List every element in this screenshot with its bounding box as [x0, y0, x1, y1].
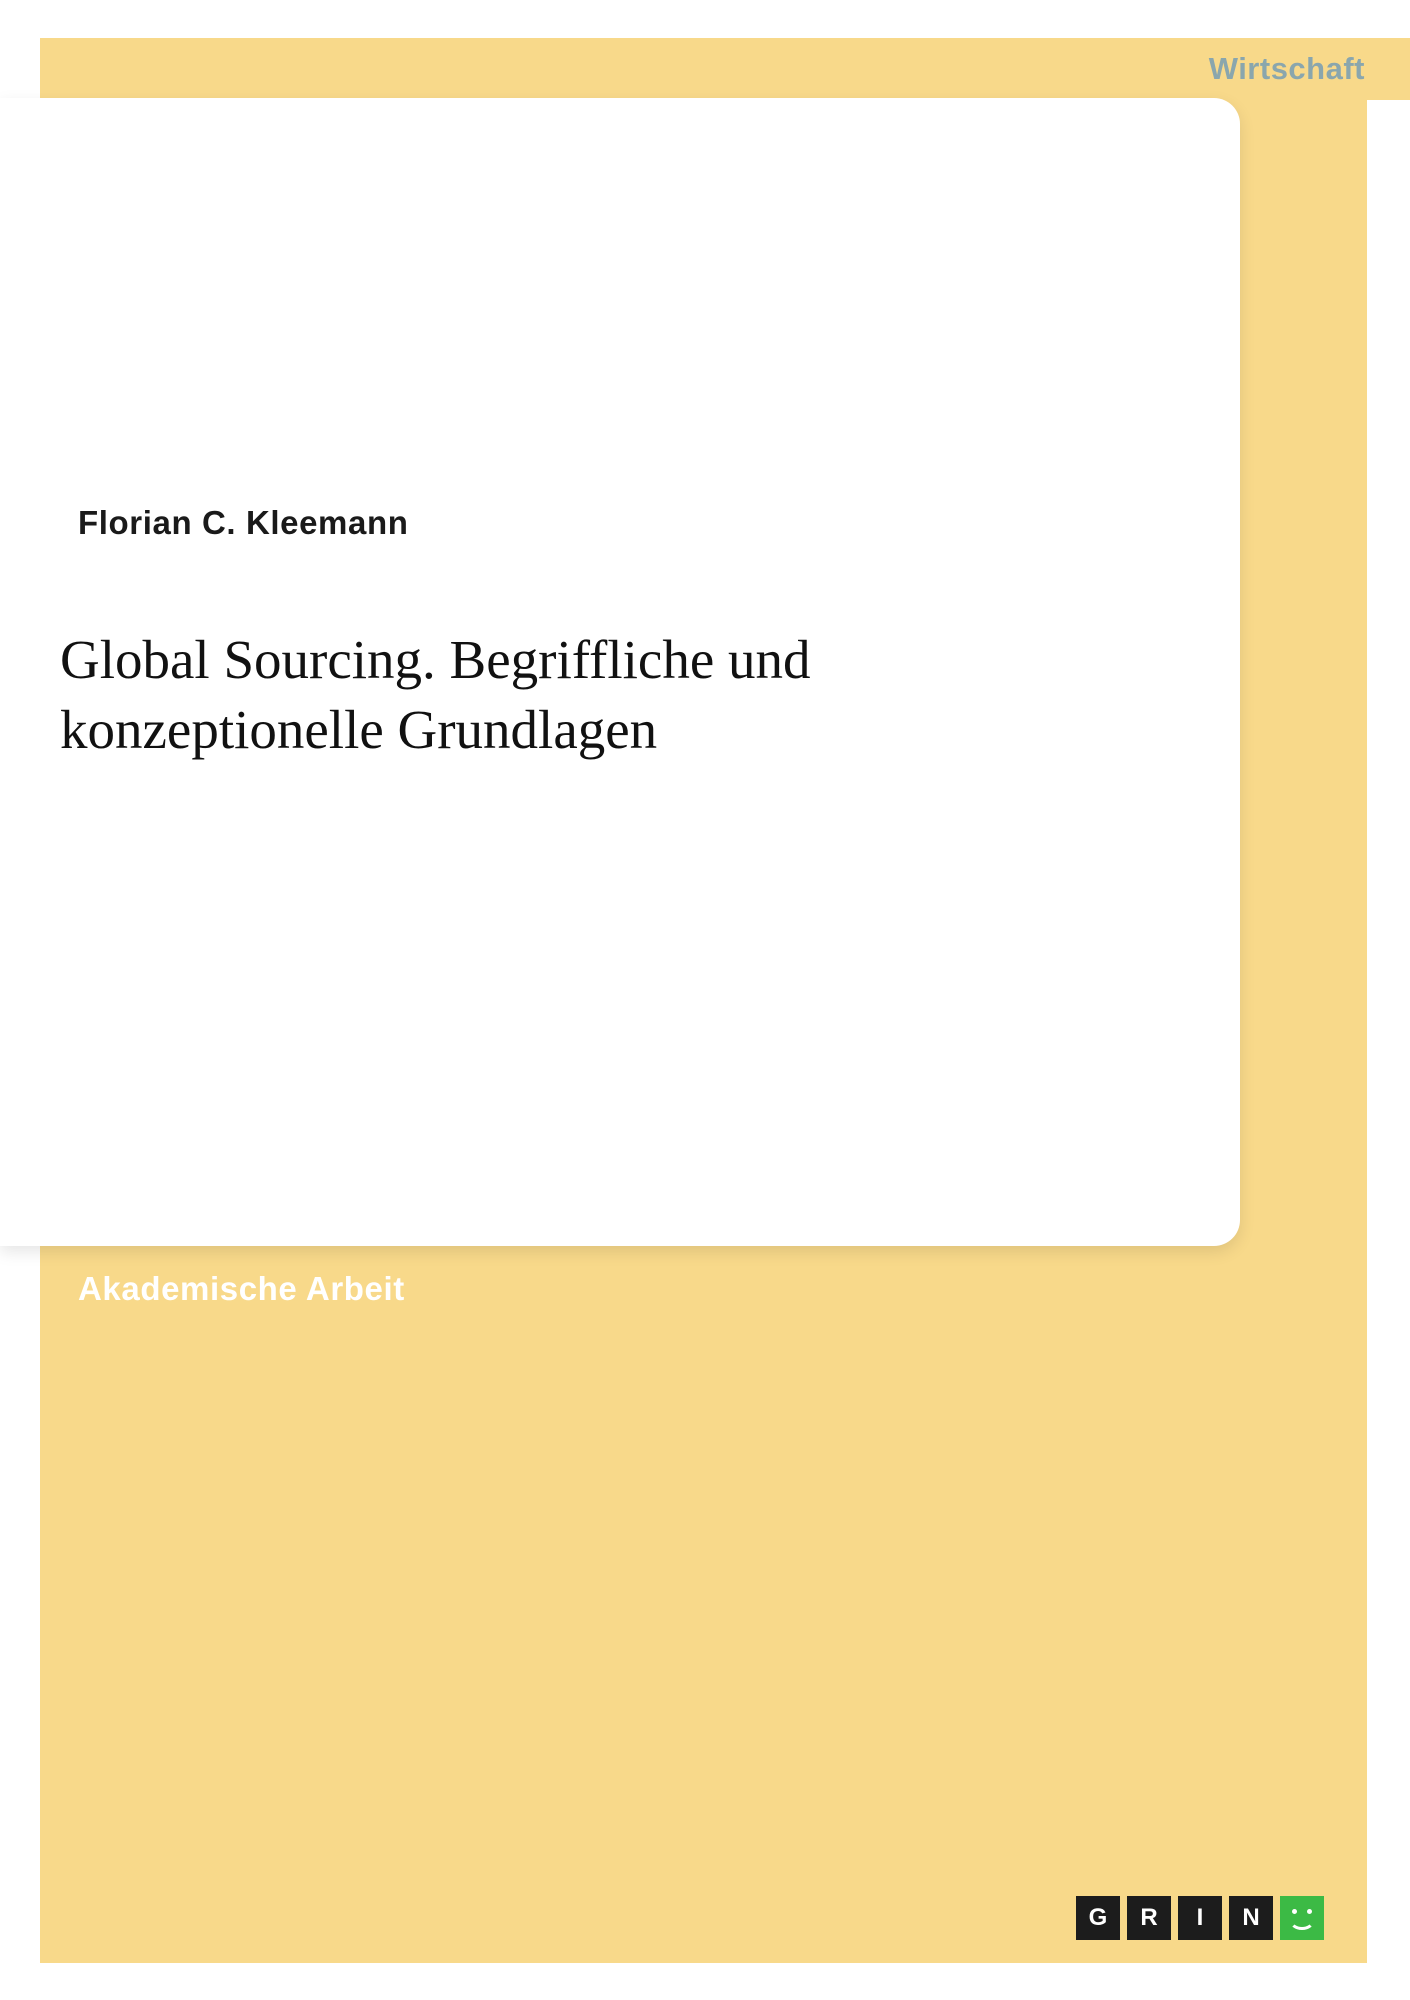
- logo-letter-n: N: [1229, 1896, 1273, 1940]
- grin-logo: [1076, 1896, 1324, 1940]
- category-label: Wirtschaft: [1208, 51, 1365, 86]
- page-title: Global Sourcing. Begriffliche und konzeptionelle Grundlagen: [60, 629, 811, 761]
- smiley-eye-right: [1307, 1909, 1312, 1914]
- smiley-eye-left: [1292, 1909, 1297, 1914]
- document-type-label: Akademische Arbeit: [78, 1270, 405, 1307]
- smiley-mouth: [1289, 1916, 1315, 1930]
- logo-letter-i: I: [1178, 1896, 1222, 1940]
- smiley-eyes: [1280, 1909, 1324, 1914]
- cover-corner-notch: [0, 0, 40, 38]
- logo-letter-r: R: [1127, 1896, 1171, 1940]
- category-band: [928, 38, 1410, 100]
- author-name: Florian C. Kleemann: [78, 504, 409, 541]
- logo-letter-g: G: [1076, 1896, 1120, 1940]
- smiley-icon: [1280, 1896, 1324, 1940]
- cover-fold-step: [40, 38, 872, 96]
